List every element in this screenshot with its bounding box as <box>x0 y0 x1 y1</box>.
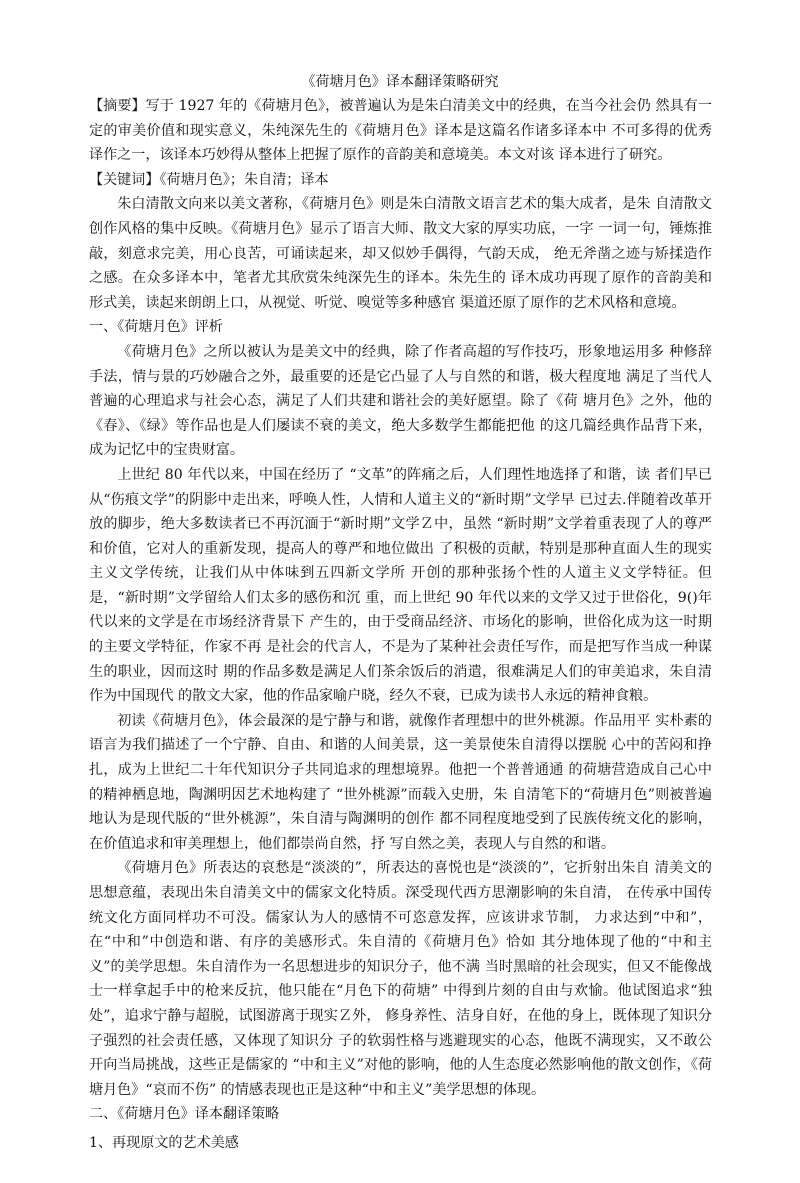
section-1-paragraph-2: 上世纪 80 年代以来，中国在经历了 “文革”的阵痛之后，人们理性地选择了和谐，读 者们早已从“伤痕文学”的阴影中走出来，呼唤人性，人情和人道主义的“新时期”文学早 已过去.伴随着改革开放的脚步，绝大多数读者已不再沉湎于“新时期”文学Ｚ中，虽然 “新时期”文学着重表现了人的尊严和价值，它对人的重新发现，提高人的尊严和地位做出 了积极的贡献，特别是那种直面人生的现实主义文学传统，让我们从中体味到五四新文学所 开创的那种张扬个性的人道主义文学特征。但是，“新时期”文学留给人们太多的感伤和沉 重，而上世纪 90 年代以来的文学又过于世俗化，9()年代以来的文学是在市场经济背景下 产生的，由于受商品经济、市场化的影响，世俗化成为这一时期的主要文学特征，作家不再 是社会的代言人，不是为了某种社会责任写作，而是把写作当成一种谋生的职业，因而这时 期的作品多数是满足人们茶余饭后的消遣，很难满足人们的审美追求，朱自清作为中国现代 的散文大家，他的作品家喻户晓，经久不衰，已成为读书人永远的精神食粮。 <box>89 466 712 705</box>
keywords: 【关键词】《荷塘月色》；朱自清；译本 <box>89 171 329 188</box>
paper-body <box>89 94 712 1156</box>
abstract: 【摘要】写于 1927 年的《荷塘月色》，被普遍认为是朱白清美文中的经典，在当今社会仍 然具有一定的审美价值和现实意义，朱纯深先生的《荷塘月色》译本是这篇名作诸多译本中 不可多得的优秀译作之一，该译本巧妙得从整体上把握了原作的音韵美和意境美。本文对该 译本进行了研究。 <box>89 98 712 164</box>
section-1-heading: 一、《荷塘月色》评析 <box>89 319 223 336</box>
section-2-subheading-1: 1、再现原文的艺术美感 <box>89 1134 239 1151</box>
section-1-paragraph-3: 初读《荷塘月色》，体会最深的是宁静与和谐，就像作者理想中的世外桃源。作品用平 实朴素的语言为我们描述了一个宁静、自由、和谐的人间美景，这一美景使朱自清得以摆脱 心中的苦闷和挣扎，成为上世纪二十年代知识分子共同追求的理想境界。他把一个普普通通 的荷塘营造成自己心中的精神栖息地，陶渊明因艺术地构建了 “世外桃源”而载入史册，朱 自清笔下的“荷塘月色”则被普遍地认为是现代版的“世外桃源”，朱自清与陶渊明的创作 都不同程度地受到了民族传统文化的影响，在价值追求和审美理想上，他们都崇尚自然，抒 写自然之美，表现人与自然的和谐。 <box>89 712 712 852</box>
section-2-heading: 二、《荷塘月色》译本翻译策略 <box>89 1106 280 1123</box>
section-1-paragraph-1: 《荷塘月色》之所以被认为是美文中的经典，除了作者高超的写作技巧，形象地运用多 种修辞手法，情与景的巧妙融合之外，最重要的还是它凸显了人与自然的和谐，极大程度地 满足了当代人普遍的心理追求与社会心态，满足了人们共建和谐社会的美好愿望。除了《荷 塘月色》之外，他的《春》、《绿》等作品也是人们屡读不衰的美文，绝大多数学生都能把他 的这几篇经典作品背下来，成为记忆中的宝贵财富。 <box>89 343 712 459</box>
intro-paragraph: 朱白清散文向来以美文著称，《荷塘月色》则是朱白清散文语言艺术的集大成者，是朱 自清散文创作风格的集中反映。《荷塘月色》显示了语言大师、散文大家的厚实功底，一字 一词一句，锤炼推敲，刻意求完美，用心良苦，可诵读起来，却又似妙手偶得，气韵天成， 绝无斧凿之迹与矫揉造作之感。在众多译本中，笔者尤其欣赏朱纯深先生的译本。朱先生的 译木成功再现了原作的音韵美和形式美，读起来朗朗上口，从视觉、听觉、嗅觉等多种感官 渠道还原了原作的艺术风格和意境。 <box>89 196 712 311</box>
paper-title: 《荷塘月色》译本翻译策略研究 <box>301 74 499 90</box>
section-1-paragraph-4: 《荷塘月色》所表达的哀愁是“淡淡的”，所表达的喜悦也是“淡淡的”，它折射出朱自 清美文的思想意蕴，表现出朱自清美文中的儒家文化特质。深受现代西方思潮影响的朱自清， 在传承中国传统文化方面同样功不可没。儒家认为人的感情不可恣意发挥，应该讲求节制， 力求达到“中和”，在“中和”中创造和谐、有序的美感形式。朱自清的《荷塘月色》恰如 其分地体现了他的“中和主义”的美学思想。朱自清作为一名思想进步的知识分子，他不满 当时黑暗的社会现实，但又不能像战士一样拿起手中的枪来反抗，他只能在“月色下的荷塘” 中得到片刻的自由与欢愉。他试图追求“独处”，追求宁静与超脱，试图游离于现实Ｚ外， 修身养性、洁身自好，在他的身上，既体现了知识分子强烈的社会责任感，又体现了知识分 子的软弱性格与逃避现实的心态，他既不满现实，又不敢公开向当局挑战，这些正是儒家的 “中和主义”对他的影响，他的人生态度必然影响他的散文创作，《荷塘月色》“哀而不伤” 的情感表现也正是这种“中和主义”美学思想的体现。 <box>89 860 712 1098</box>
